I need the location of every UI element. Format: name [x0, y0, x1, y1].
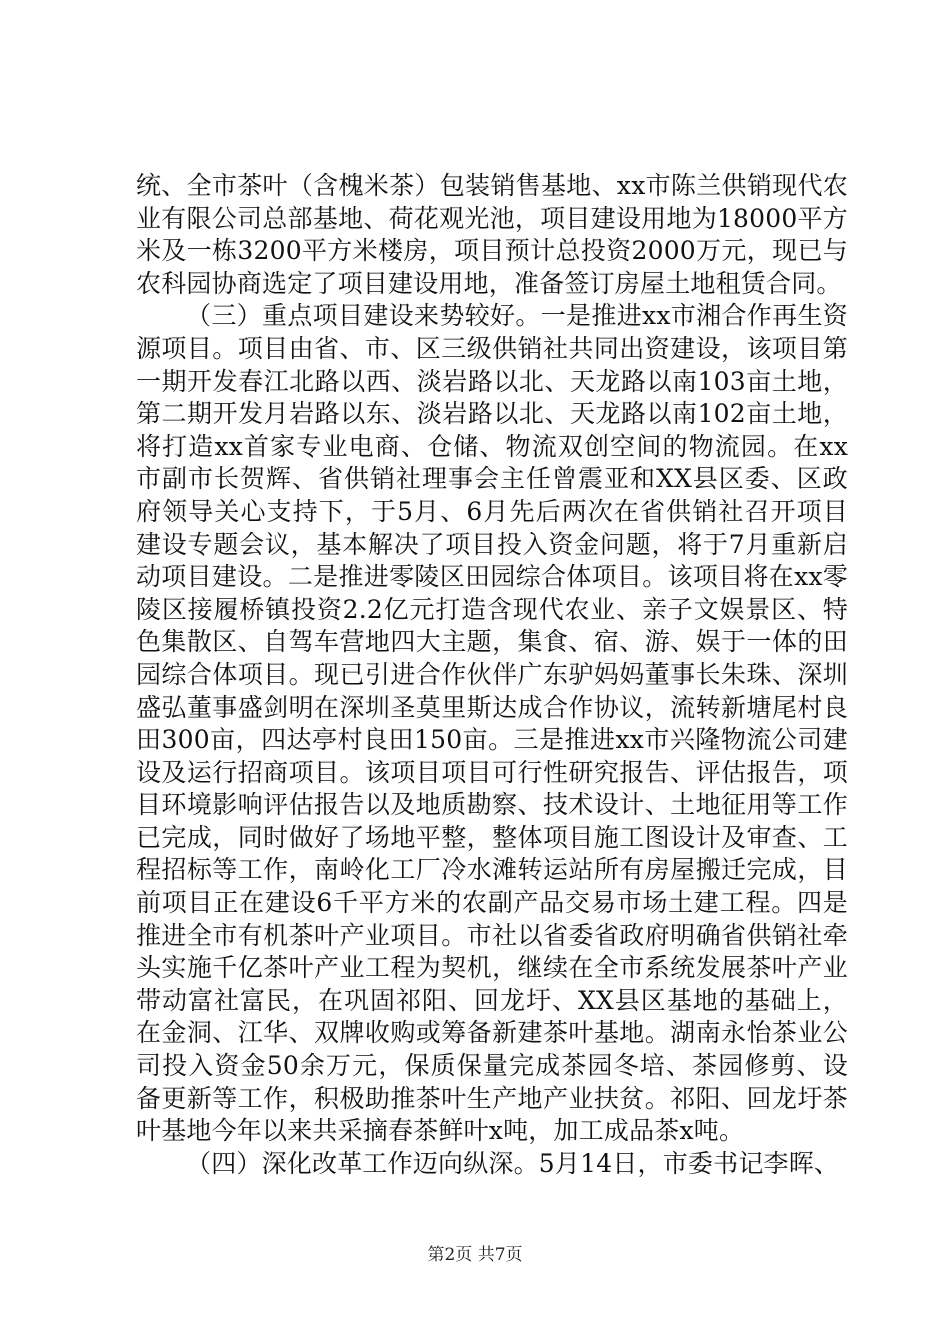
paragraph-continuation: 统、全市茶叶（含槐米茶）包装销售基地、xx市陈兰供销现代农业有限公司总部基地、荷花观光池，项目建设用地为18000平方米及一栋3200平方米楼房，项目预计总投资2000万元，现已与农科园协商选定了项目建设用地，准备签订房屋土地租赁合同。 [136, 171, 848, 298]
document-body [136, 170, 848, 1180]
page-number-footer: 第2页 共7页 [427, 1245, 523, 1265]
paragraph-section-three: （三）重点项目建设来势较好。一是推进xx市湘合作再生资源项目。项目由省、市、区三级供销社共同出资建设，该项目第一期开发春江北路以西、淡岩路以北、天龙路以南103亩土地，第二期开发月岩路以东、淡岩路以北、天龙路以南102亩土地，将打造xx首家专业电商、仓储、物流双创空间的物流园。在xx市副市长贺辉、省供销社理事会主任曾震亚和XX县区委、区政府领导关心支持下，于5月、6月先后两次在省供销社召开项目建设专题会议，基本解决了项目投入资金问题，将于7月重新启动项目建设。二是推进零陵区田园综合体项目。该项目将在xx零陵区接履桥镇投资2.2亿元打造含现代农业、亲子文娱景区、特色集散区、自驾车营地四大主题，集食、宿、游、娱于一体的田园综合体项目。现已引进合作伙伴广东驴妈妈董事长朱珠、深圳盛弘董事盛剑明在深圳圣莫里斯达成合作协议，流转新塘尾村良田300亩，四达亭村良田150亩。三是推进xx市兴隆物流公司建设及运行招商项目。该项目项目可行性研究报告、评估报告，项目环境影响评估报告以及地质勘察、技术设计、土地征用等工作已完成，同时做好了场地平整，整体项目施工图设计及审查、工程招标等工作，南岭化工厂冷水滩转运站所有房屋搬迁完成，目前项目正在建设6千平方米的农副产品交易市场土建工程。四是推进全市有机茶叶产业项目。市社以省委省政府明确省供销社牵头实施千亿茶叶产业工程为契机，继续在全市系统发展茶叶产业带动富社富民，在巩固祁阳、回龙圩、XX县区基地的基础上，在金洞、江华、双牌收购或筹备新建茶叶基地。湖南永怡茶业公司投入资金50余万元，保质保量完成茶园冬培、茶园修剪、设备更新等工作，积极助推茶叶生产地产业扶贫。祁阳、回龙圩茶叶基地今年以来共采摘春茶鲜叶x吨，加工成品茶x吨。 [136, 301, 848, 1146]
paragraph-section-four: （四）深化改革工作迈向纵深。5月14日，市委书记李晖、 [186, 1148, 840, 1178]
